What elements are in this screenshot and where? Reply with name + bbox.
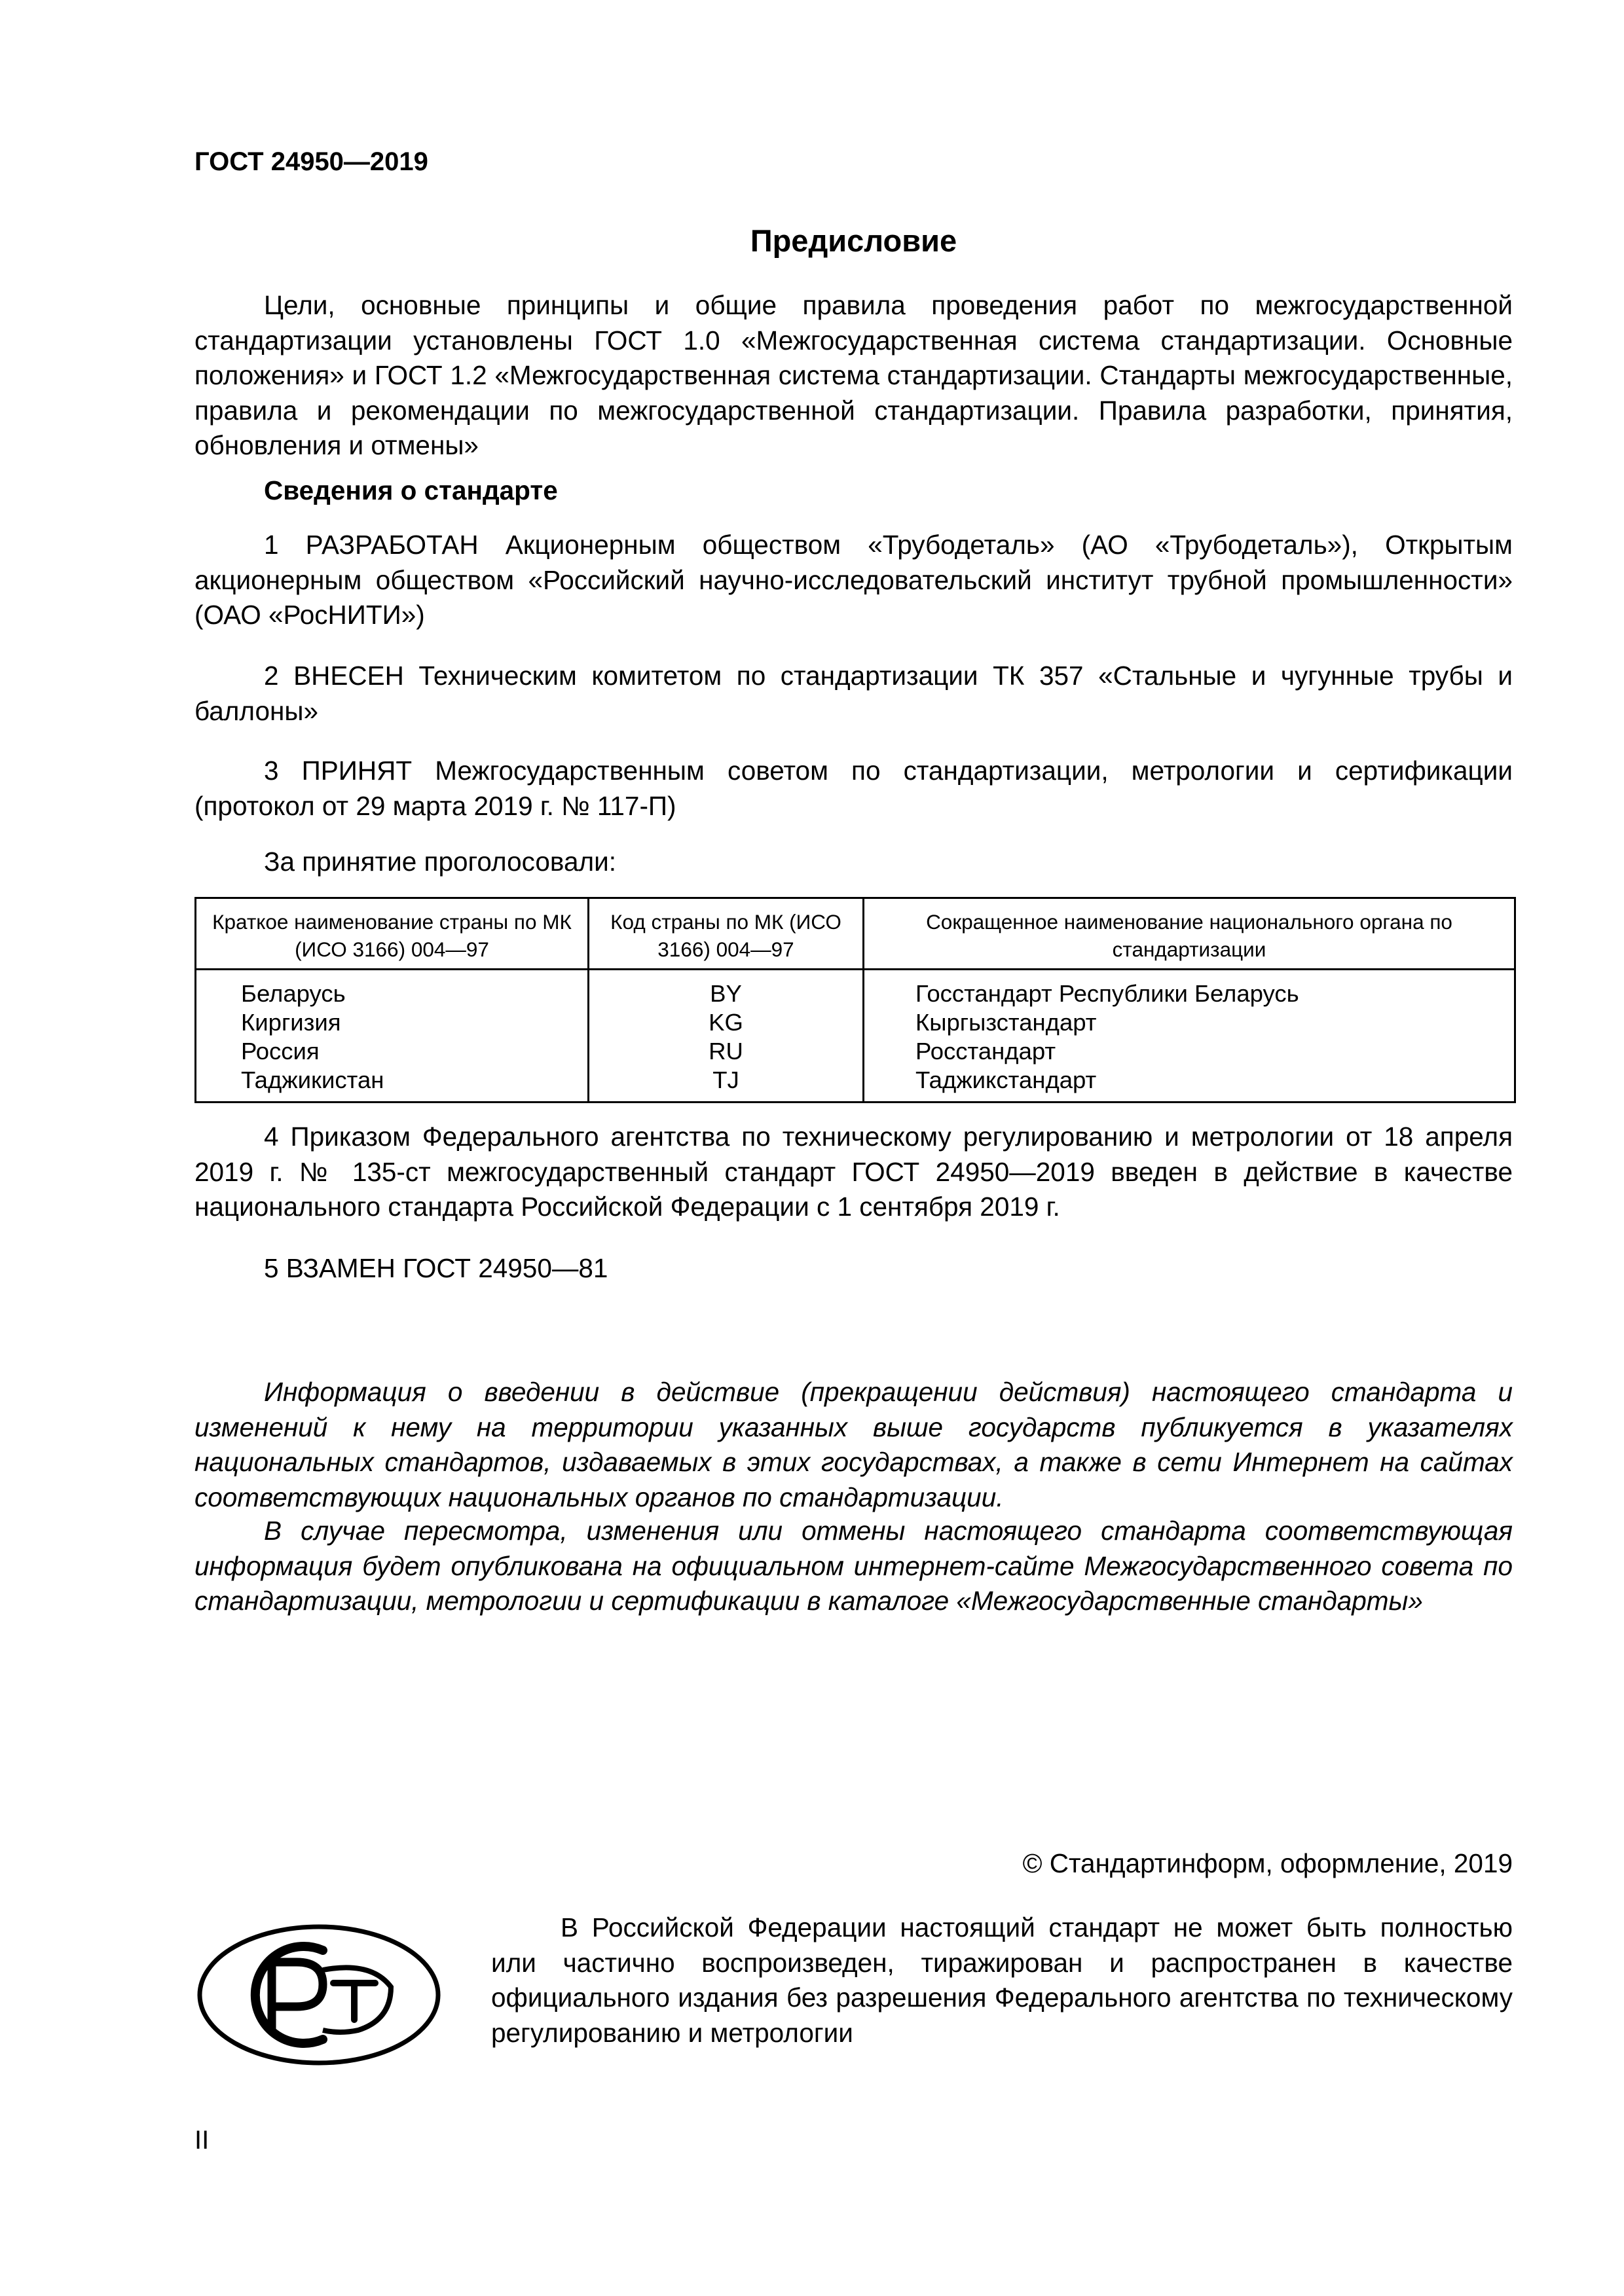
rst-logo-icon [194, 1922, 443, 2069]
cell-code: TJ [589, 1066, 864, 1102]
cell-body: Росстандарт [864, 1037, 1515, 1066]
section-heading: Сведения о стандарте [264, 475, 558, 505]
cell-country: Беларусь [196, 970, 589, 1009]
cell-country: Россия [196, 1037, 589, 1066]
info-paragraph-2: В случае пересмотра, изменения или отмены настоящего стандарта соответствующая информация будет опубликована на официальном интернет-сайте Межгосударственного совета по стандартизации, метрологии и сертификации в каталоге «Межгосударственные стандарты» [194, 1516, 1513, 1616]
cell-code: RU [589, 1037, 864, 1066]
vote-intro: За принятие проголосовали: [264, 847, 616, 877]
table-row [196, 970, 1515, 1009]
cell-country: Киргизия [196, 1008, 589, 1037]
header-country: Краткое наименование страны по МК (ИСО 3166) 004—97 [196, 898, 589, 970]
header-standards-body: Сокращенное наименование национального органа по стандартизации [864, 898, 1515, 970]
reproduction-notice: В Российской Федерации настоящий стандарт не может быть полностью или частично воспроизведен, тиражирован и распространен в качестве официального издания без разрешения Федерального агентства по техническому регулированию и метрологии [491, 1912, 1513, 2048]
cell-body: Таджикстандарт [864, 1066, 1515, 1102]
header-country-code: Код страны по МК (ИСО 3166) 004—97 [589, 898, 864, 970]
voting-table [194, 897, 1516, 1103]
intro-paragraph: Цели, основные принципы и общие правила проведения работ по межгосударственной стандартизации установлены ГОСТ 1.0 «Межгосударственная система стандартизации. Основные положения» и ГОСТ 1.2 «Межгосударственная система стандартизации. Стандарты межгосударственные, правила и рекомендации по межгосударственной стандартизации. Правила разработки, принятия, обновления и отмены» [194, 290, 1513, 460]
page-title: Предисловие [750, 223, 957, 258]
cell-body: Госстандарт Республики Беларусь [864, 970, 1515, 1009]
copyright-line: © Стандартинформ, оформление, 2019 [1022, 1848, 1513, 1878]
document-code-header: ГОСТ 24950—2019 [194, 147, 428, 176]
item-5-replaces: 5 ВЗАМЕН ГОСТ 24950—81 [264, 1253, 608, 1283]
cell-country: Таджикистан [196, 1066, 589, 1102]
table-row [196, 1008, 1515, 1037]
table-row [196, 1066, 1515, 1102]
item-1-developed: 1 РАЗРАБОТАН Акционерным обществом «Трубодеталь» (АО «Трубодеталь»), Открытым акционерным обществом «Российский научно-исследовательский институт трубной промышленности» (ОАО «РосНИТИ») [194, 530, 1513, 630]
cell-body: Кыргызстандарт [864, 1008, 1515, 1037]
page-number: II [194, 2126, 210, 2155]
table-row [196, 1037, 1515, 1066]
cell-code: KG [589, 1008, 864, 1037]
cell-code: BY [589, 970, 864, 1009]
rst-logo [194, 1922, 443, 2069]
table-header-row [196, 898, 1515, 970]
item-3-adopted: 3 ПРИНЯТ Межгосударственным советом по стандартизации, метрологии и сертификации (протокол от 29 марта 2019 г. № 117-П) [194, 756, 1513, 821]
info-paragraph-1: Информация о введении в действие (прекращении действия) настоящего стандарта и изменений к нему на территории указанных выше государств публикуется в указателях национальных стандартов, издаваемых в этих государствах, а также в сети Интернет на сайтах соответствующих национальных органов по стандартизации. [194, 1377, 1513, 1512]
item-4-enacted: 4 Приказом Федерального агентства по техническому регулированию и метрологии от 18 апреля 2019 г. № 135-ст межгосударственный стандарт ГОСТ 24950—2019 введен в действие в качестве национального стандарта Российской Федерации с 1 сентября 2019 г. [194, 1121, 1513, 1222]
item-2-submitted: 2 ВНЕСЕН Техническим комитетом по стандартизации ТК 357 «Стальные и чугунные трубы и баллоны» [194, 661, 1513, 726]
